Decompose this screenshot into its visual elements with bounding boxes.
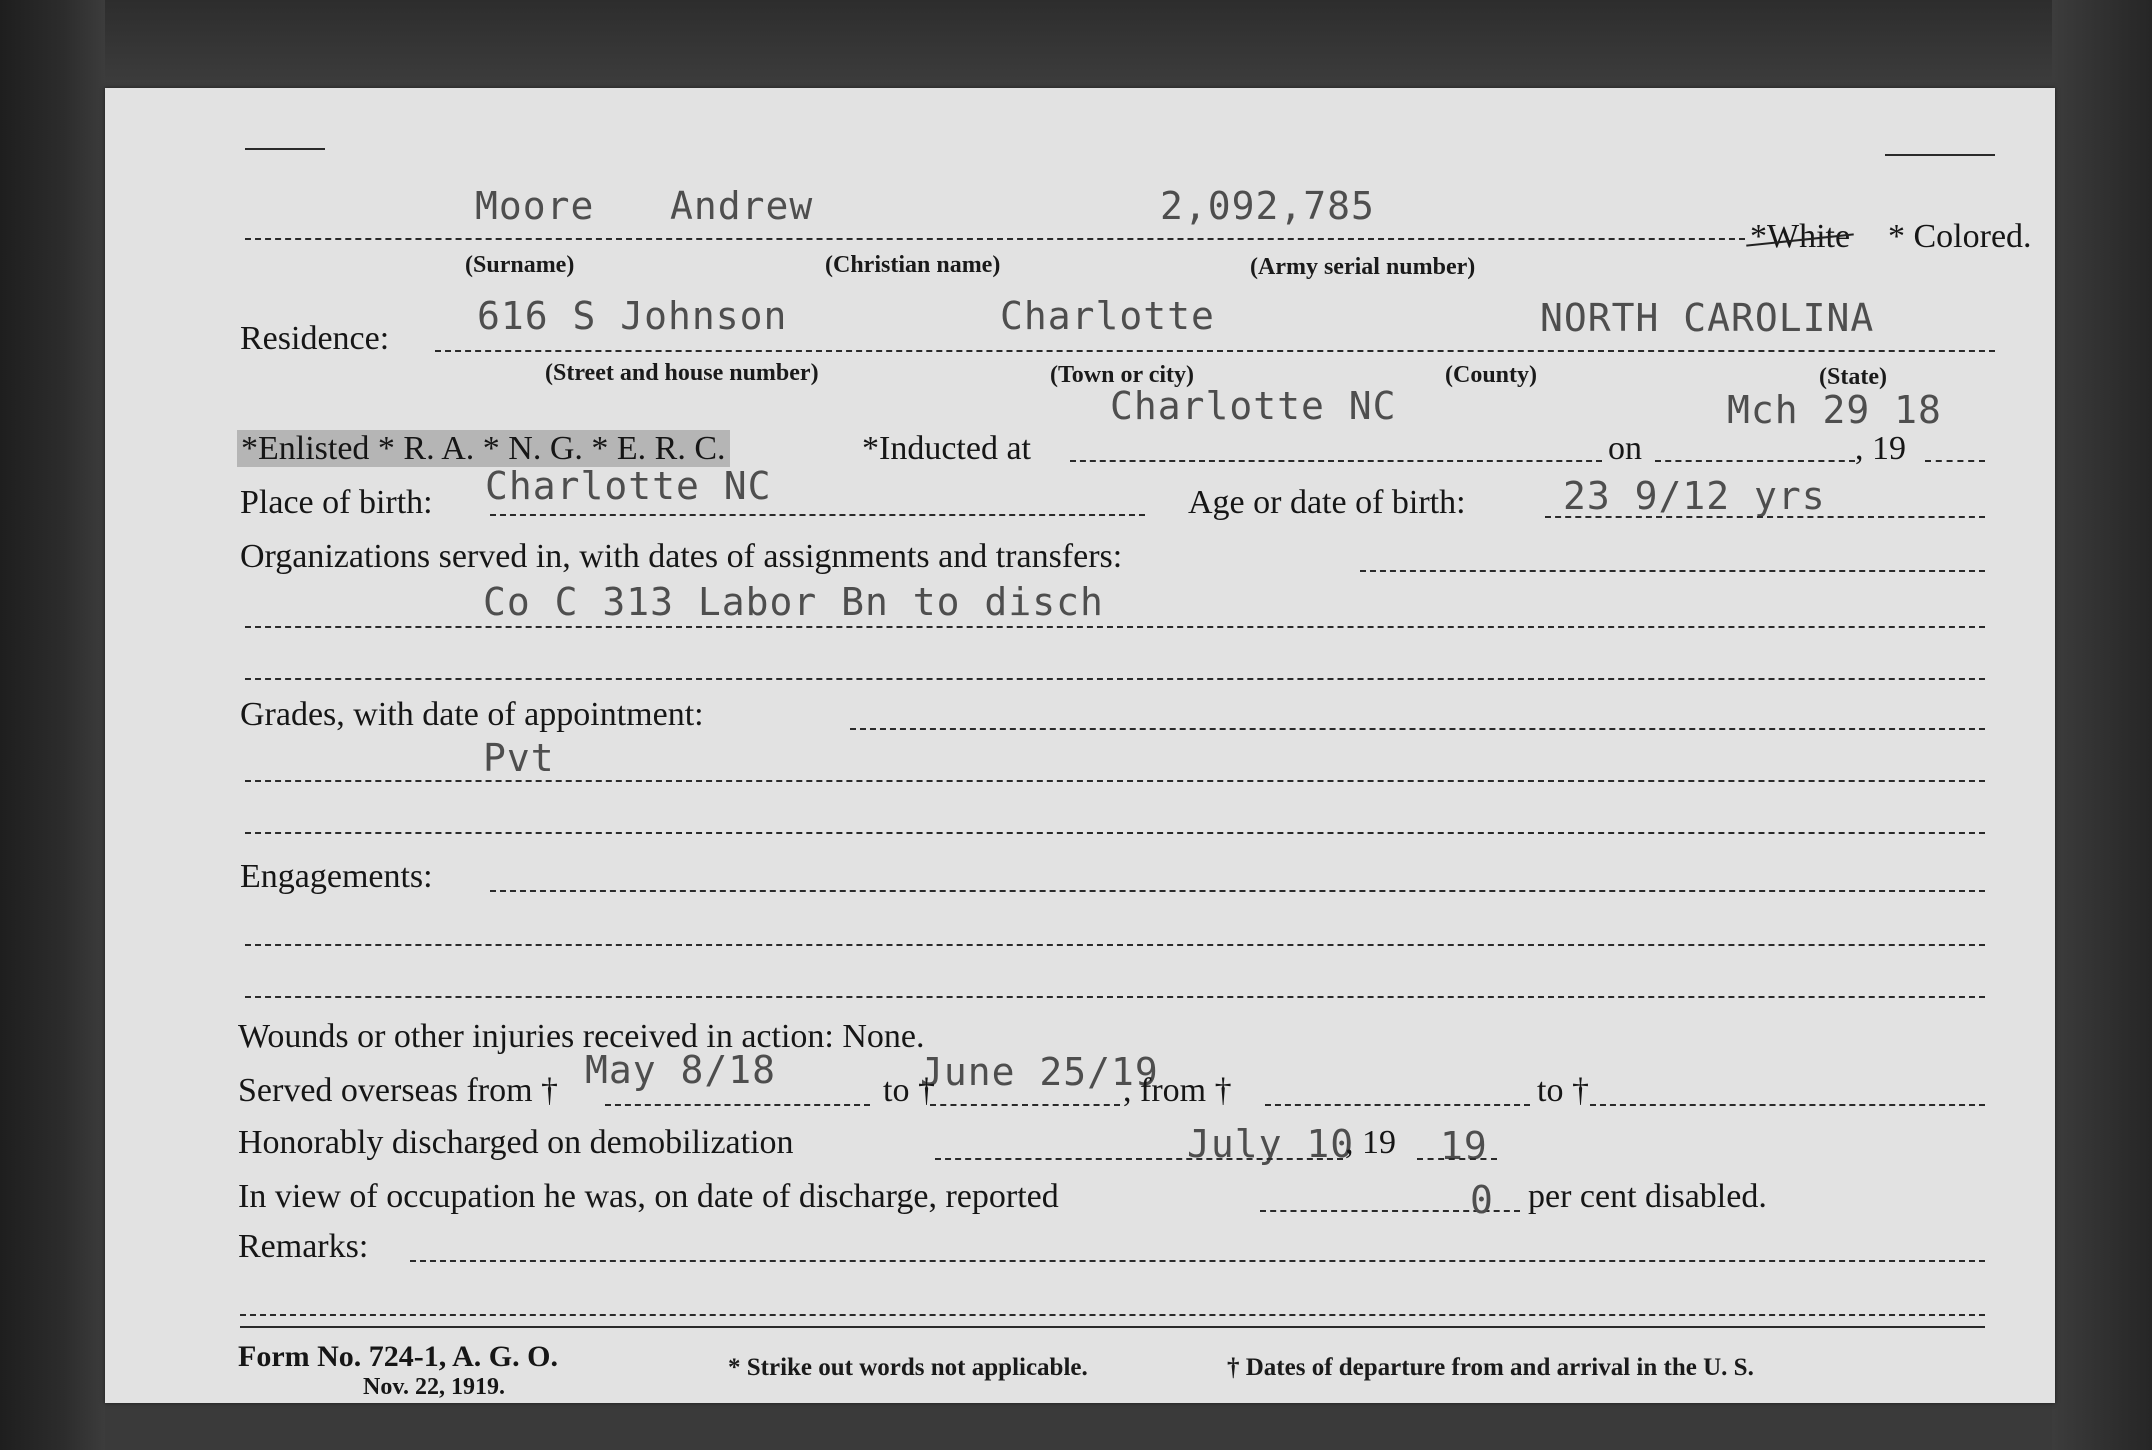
surname-caption: (Surname) [465, 252, 575, 278]
remarks-label: Remarks: [238, 1228, 369, 1265]
discharge-year-label: , 19 [1345, 1124, 1396, 1161]
grades-line-1 [850, 728, 1985, 730]
grades-label: Grades, with date of appointment: [240, 696, 704, 733]
race-colored: * Colored. [1888, 218, 2032, 255]
overseas-from-value: May 8/18 [585, 1048, 777, 1092]
organization-value: Co C 313 Labor Bn to disch [483, 580, 1104, 624]
grades-line-3 [245, 832, 1985, 834]
inducted-year-line [1925, 460, 1985, 462]
overseas-to-line [930, 1104, 1120, 1106]
scanner-background-right [2052, 0, 2152, 1450]
top-left-rule [245, 148, 325, 150]
overseas-to-label: to † [883, 1072, 935, 1109]
organizations-line-2 [245, 626, 1985, 628]
grades-line-2 [245, 780, 1985, 782]
town-value: Charlotte [1000, 294, 1215, 338]
town-caption: (Town or city) [1050, 362, 1194, 388]
age-value: 23 9/12 yrs [1563, 474, 1826, 518]
overseas-to2-label: to † [1537, 1072, 1589, 1109]
street-value: 616 S Johnson [477, 294, 788, 338]
top-right-rule [1885, 154, 1995, 156]
residence-label: Residence: [240, 320, 390, 357]
served-overseas-label: Served overseas from † [238, 1072, 559, 1109]
name-line [245, 238, 1745, 240]
discharge-year-line [1417, 1158, 1497, 1160]
overseas-from2-label: , from † [1123, 1072, 1232, 1109]
overseas-from2-line [1265, 1104, 1530, 1106]
discharge-label: Honorably discharged on demobilization [238, 1124, 794, 1161]
state-caption: (State) [1819, 364, 1887, 390]
inducted-year-label: , 19 [1855, 430, 1906, 467]
inducted-place-value: Charlotte NC [1110, 384, 1397, 428]
strike-note: * Strike out words not applicable. [728, 1354, 1088, 1381]
surname-value: Moore [475, 184, 595, 228]
remarks-line-2 [240, 1314, 1985, 1316]
place-of-birth-label: Place of birth: [240, 484, 433, 521]
on-label: on [1608, 430, 1642, 467]
service-record-card [105, 88, 2055, 1403]
age-label: Age or date of birth: [1188, 484, 1466, 521]
army-serial-caption: (Army serial number) [1250, 254, 1476, 280]
percent-label: per cent disabled. [1528, 1178, 1767, 1215]
footer-rule [240, 1326, 1985, 1328]
serial-number-value: 2,092,785 [1160, 184, 1375, 228]
race-white: *White [1750, 218, 1851, 255]
street-caption: (Street and house number) [545, 360, 819, 386]
organizations-line-3 [245, 678, 1985, 680]
engagements-label: Engagements: [240, 858, 433, 895]
age-line [1545, 516, 1985, 518]
overseas-to-value: June 25/19 [920, 1050, 1159, 1094]
overseas-to2-line [1590, 1104, 1985, 1106]
state-value: NORTH CAROLINA [1540, 296, 1875, 340]
discharge-date-line [935, 1158, 1343, 1160]
discharge-date-value: July 10 [1187, 1122, 1355, 1166]
discharge-year-value: 19 [1440, 1124, 1488, 1168]
inducted-place-line [1070, 460, 1602, 462]
form-date: Nov. 22, 1919. [363, 1374, 506, 1400]
christian-name-caption: (Christian name) [825, 252, 1001, 278]
occupation-label: In view of occupation he was, on date of discharge, reported [238, 1178, 1059, 1215]
scanner-background-top [0, 0, 2152, 90]
place-of-birth-line [490, 514, 1145, 516]
inducted-date-line [1655, 460, 1855, 462]
engagements-line-3 [245, 996, 1985, 998]
place-of-birth-value: Charlotte NC [485, 464, 772, 508]
form-number: Form No. 724-1, A. G. O. [238, 1340, 558, 1373]
engagements-line-2 [245, 944, 1985, 946]
enlisted-options: *Enlisted * R. A. * N. G. * E. R. C. [237, 430, 730, 468]
grade-value: Pvt [483, 736, 555, 780]
residence-line [435, 350, 1995, 352]
inducted-at-label: *Inducted at [862, 430, 1031, 467]
wounds-label: Wounds or other injuries received in action: None. [238, 1018, 925, 1055]
inducted-date-value: Mch 29 18 [1727, 388, 1942, 432]
dates-note: † Dates of departure from and arrival in the U. S. [1227, 1354, 1754, 1381]
overseas-from-line [605, 1104, 870, 1106]
remarks-line-1 [410, 1260, 1985, 1262]
scanner-background-left [0, 0, 105, 1450]
engagements-line-1 [490, 890, 1985, 892]
organizations-label: Organizations served in, with dates of assignments and transfers: [240, 538, 1123, 575]
christian-name-value: Andrew [670, 184, 814, 228]
county-caption: (County) [1445, 362, 1538, 388]
organizations-line-1 [1360, 570, 1985, 572]
percent-value: 0 [1470, 1178, 1494, 1222]
